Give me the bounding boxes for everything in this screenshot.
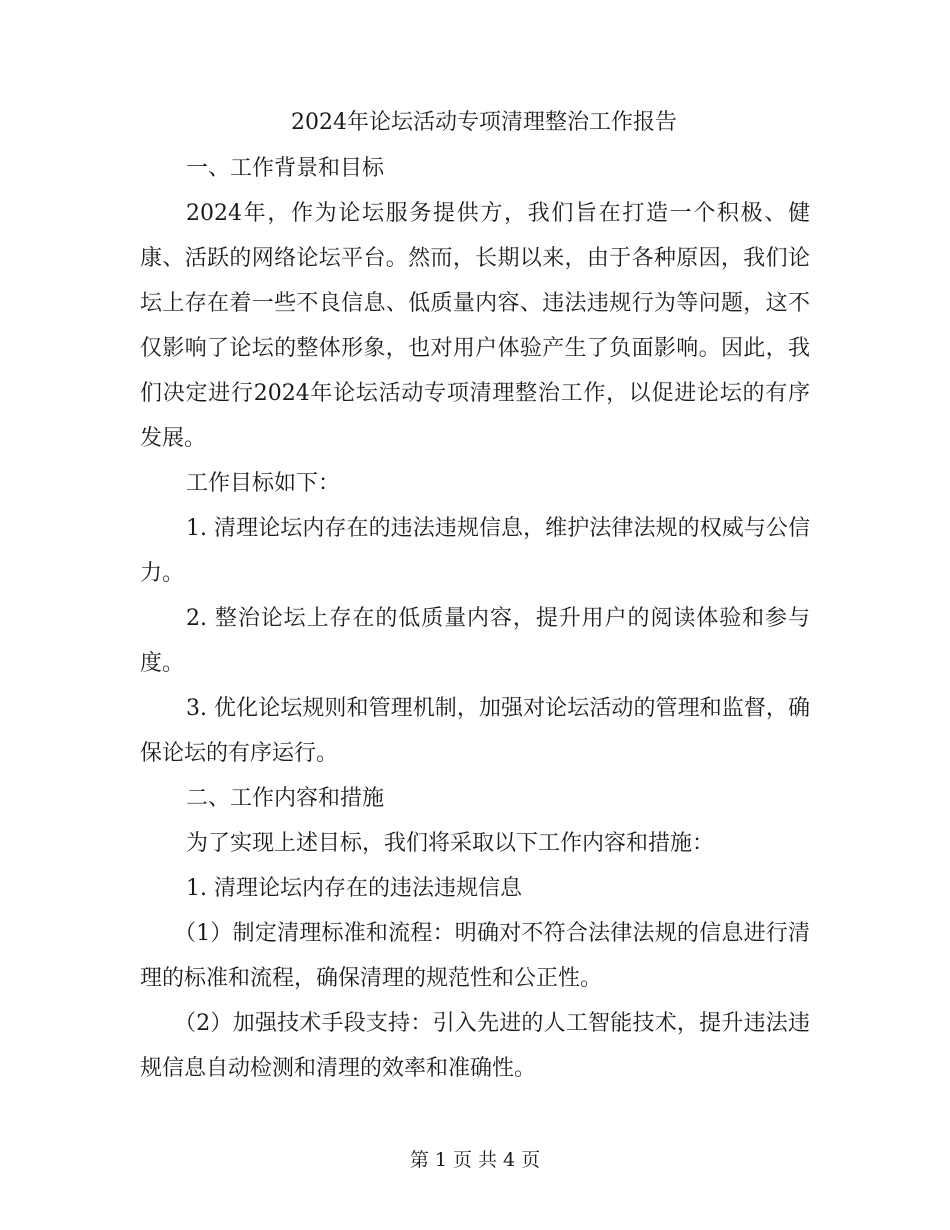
goal-item-1: 1. 清理论坛内存在的违法违规信息，维护法律法规的权威与公信力。	[140, 516, 810, 586]
section-heading-measures: 二、工作内容和措施	[186, 786, 385, 811]
paragraph-measures-intro: 为了实现上述目标，我们将采取以下工作内容和措施：	[186, 831, 715, 856]
document-body	[140, 100, 810, 1091]
paragraph-goals-intro: 工作目标如下：	[186, 471, 341, 496]
measure-item-1: 1. 清理论坛内存在的违法违规信息	[186, 876, 522, 901]
page-number-footer: 第 1 页 共 4 页	[409, 1149, 541, 1171]
goal-item-2: 2. 整治论坛上存在的低质量内容，提升用户的阅读体验和参与度。	[140, 606, 810, 676]
paragraph-background: 2024年，作为论坛服务提供方，我们旨在打造一个积极、健康、活跃的网络论坛平台。然而，长期以来，由于各种原因，我们论坛上存在着一些不良信息、低质量内容、违法违规行为等问题，这不仅影响了论坛的整体形象，也对用户体验产生了负面影响。因此，我们决定进行2024年论坛活动专项清理整治工作，以促进论坛的有序发展。	[140, 201, 810, 451]
measure-subitem-2: （2）加强技术手段支持：引入先进的人工智能技术，提升违法违规信息自动检测和清理的效率和准确性。	[140, 1011, 810, 1081]
measure-subitem-1: （1）制定清理标准和流程：明确对不符合法律法规的信息进行清理的标准和流程，确保清理的规范性和公正性。	[140, 921, 810, 991]
section-heading-background: 一、工作背景和目标	[186, 156, 385, 181]
goal-item-3: 3. 优化论坛规则和管理机制，加强对论坛活动的管理和监督，确保论坛的有序运行。	[140, 696, 810, 766]
document-title: 2024年论坛活动专项清理整治工作报告	[291, 110, 677, 135]
